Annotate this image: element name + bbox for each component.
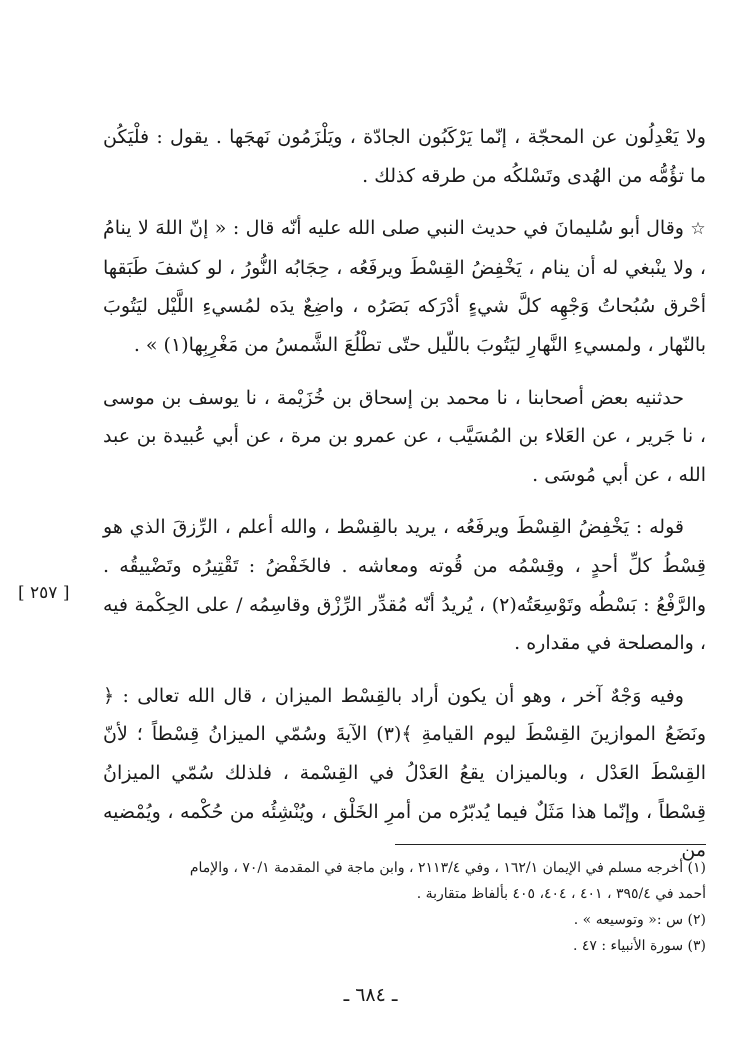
paragraph-4: قوله : يَخْفِضُ القِسْطَ ويرفَعُه ، يريد بالقِسْط ، والله أعلم ، الرِّزقَ الذي هو قِسْطُ كلِّ أحدٍ ، وقِسْمُه من قُوته ومعاشه . فالخَفْضُ : تَقْتِيرُه وتَضْييقُه . والرَّفْعُ : بَسْطُه وتَوْسِعَتُه(٢) ، يُريدُ أنّه مُقدِّر الرِّزْق وقاسِمُه / على الحِكْمة فيه ، والمصلحة في مقداره .	[103, 516, 706, 655]
footnote-1-line-1: (١) أخرجه مسلم في الإيمان ١٦٢/١ ، وفي ٢١١٣/٤ ، وابن ماجة في المقدمة ٧٠/١ ، والإمام	[189, 860, 706, 876]
paragraph-2	[103, 209, 706, 364]
main-text	[103, 118, 706, 870]
paragraph-3: حدثنيه بعض أصحابنا ، نا محمد بن إسحاق بن خُزَيْمة ، نا يوسف بن موسى ، نا جَرير ، عن العَلاء بن المُسَيَّب ، عن عمرو بن مرة ، عن أبي عُبيدة بن عبد الله ، عن أبي مُوسَى .	[103, 386, 706, 486]
paragraph-5: وفيه وَجْهٌ آخر ، وهو أن يكون أراد بالقِسْط الميزان ، قال الله تعالى : ﴿ ونَضَعُ الموازينَ القِسْطَ ليوم القيامةِ ﴾(٣) الآيةَ وسُمّي الميزانُ قِسْطاً ؛ لأنّ القِسْطَ العَدْل ، وبالميزان يقعُ العَدْلُ في القِسْمة ، فلذلك سُمّي الميزانُ قِسْطاً ، وإنّما هذا مَثَلٌ فيما يُدبّرُه من أمرِ الخَلْق ، ويُنْشِئُه من حُكْمه ، ويُمْضيه من	[103, 684, 706, 862]
footnotes	[103, 855, 706, 959]
paragraph-1: ولا يَعْدِلُون عن المحجّة ، إنّما يَرْكَبُون الجادّة ، ويَلْزَمُون نَهجَها . يقول : فلْيَكُن ما تؤُمُّه من الهُدى وتَسْلكُه من طرقه كذلك .	[103, 126, 706, 187]
footnote-2: (٢) س :« وتوسيعه » .	[573, 912, 706, 928]
footnote-separator	[395, 844, 706, 845]
paragraph-2-text: وقال أبو سُليمانَ في حديث النبي صلى الله عليه أنّه قال : « إنّ اللهَ لا ينامُ ، ولا ينْبغي له أن ينام ، يَخْفِضُ القِسْطَ ويرفَعُه ، حِجَابُه النُّورُ ، لو كشفَ طَبَقها أحْرق سُبُحاتُ وَجْهِه كلَّ شيءٍ أدْرَكه بَصَرُه ، واضِعٌ يدَه لمُسيءِ اللَّيْل ليَتُوبَ بالنّهار ، ولمسيءِ النَّهارِ ليَتُوبَ باللّيل حتّى تطْلُعَ الشَّمسُ من مَغْرِبِها(١) » .	[103, 217, 706, 356]
footnote-3: (٣) سورة الأنبياء : ٤٧ .	[572, 938, 706, 954]
page-number: ـ ٦٨٤ ـ	[343, 984, 398, 1006]
footnote-1-line-2: أحمد في ٣٩٥/٤ ، ٤٠١ ، ٤٠٤، ٤٠٥ بألفاظ متقاربة .	[416, 886, 706, 902]
star-icon: ☆	[690, 219, 706, 240]
margin-page-marker: [ ٢٥٧ ]	[18, 583, 70, 603]
